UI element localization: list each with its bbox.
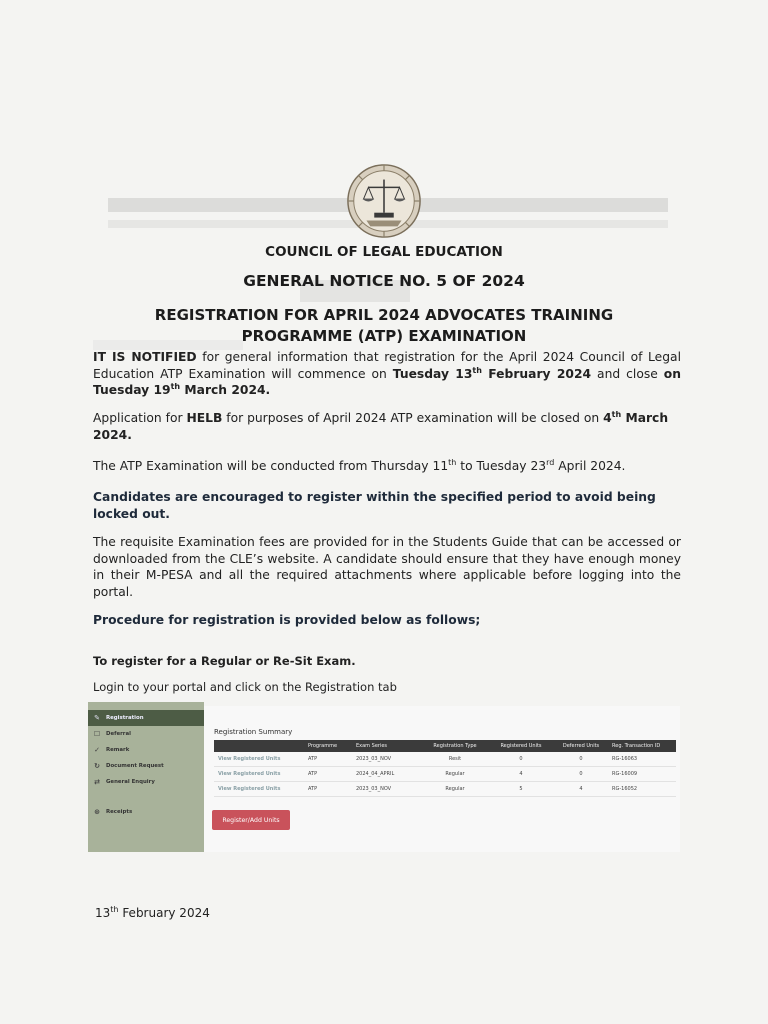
- sidebar-item-label: General Enquiry: [106, 779, 155, 785]
- table-cell: 2024_04_APRIL: [352, 767, 422, 782]
- register-add-units-button[interactable]: Register/Add Units: [212, 810, 290, 830]
- edit-icon: ✎: [94, 714, 100, 722]
- organization-name: COUNCIL OF LEGAL EDUCATION: [265, 244, 503, 260]
- procedure-heading: Procedure for registration is provided below as follows;: [93, 613, 481, 627]
- table-header-row: [214, 740, 676, 752]
- receipt-icon: ⊛: [94, 808, 100, 816]
- close-date: on Tuesday 19th March 2024.: [93, 366, 681, 397]
- sidebar-item-label: Remark: [106, 747, 130, 753]
- sidebar-item-label: Deferral: [106, 731, 131, 737]
- sidebar-item-label: Document Request: [106, 763, 164, 769]
- view-registered-units-link[interactable]: View Registered Units: [214, 782, 304, 797]
- helb-close-date: 4th March 2024.: [93, 409, 669, 442]
- column-header: Reg. Transaction ID: [608, 740, 676, 752]
- table-row: [214, 782, 676, 797]
- view-registered-units-link[interactable]: View Registered Units: [214, 767, 304, 782]
- notice-number: GENERAL NOTICE NO. 5 OF 2024: [243, 272, 525, 290]
- sidebar-item-label: Receipts: [106, 809, 133, 815]
- table-cell: ATP: [304, 767, 352, 782]
- sidebar-item-remark[interactable]: [88, 742, 204, 758]
- table-cell: 2023_03_NOV: [352, 752, 422, 767]
- sidebar-item-deferral[interactable]: [88, 726, 204, 742]
- chat-icon: ☐: [93, 730, 101, 738]
- table-cell: 0: [554, 767, 608, 782]
- column-header: [214, 740, 304, 752]
- paragraph-text: for general information that registration for the April 2024 Council of Legal Education ATP Examination will commence on: [93, 350, 681, 381]
- registration-summary-title: Registration Summary: [214, 728, 293, 736]
- notice-title: REGISTRATION FOR APRIL 2024 ADVOCATES TRAINING PROGRAMME (ATP) EXAMINATION: [154, 306, 614, 345]
- paragraph-text: and close: [591, 366, 664, 381]
- table-cell: RG-16052: [608, 782, 676, 797]
- swap-icon: ⇄: [94, 778, 100, 786]
- sidebar-item-receipts[interactable]: [88, 804, 204, 820]
- table-row: [214, 767, 676, 782]
- paragraph-encouragement: Candidates are encouraged to register within the specified period to avoid being locked out.: [93, 490, 656, 521]
- table-cell: ATP: [304, 782, 352, 797]
- table-cell: 0: [488, 752, 554, 767]
- table-cell: 4: [554, 782, 608, 797]
- table-cell: 0: [554, 752, 608, 767]
- column-header: Exam Series: [352, 740, 422, 752]
- sidebar-item-general-enquiry[interactable]: [88, 774, 204, 790]
- portal-screenshot: [88, 702, 680, 852]
- cle-crest-logo: [345, 162, 423, 240]
- paragraph-fees: The requisite Examination fees are provided for in the Students Guide that can be accessed or downloaded from the CLE’s website. A candidate should ensure that they have enough money in their M-PESA and all the required attachments where applicable before logging into the portal.: [93, 535, 681, 599]
- table-cell: Resit: [422, 752, 488, 767]
- table-cell: RG-16063: [608, 752, 676, 767]
- sidebar-item-label: Registration: [106, 715, 144, 721]
- start-date: Tuesday 13th February 2024: [392, 365, 592, 381]
- paragraph-exam-dates: The ATP Examination will be conducted from Thursday 11th to Tuesday 23rd April 2024.: [93, 457, 626, 473]
- table-cell: ATP: [304, 752, 352, 767]
- sidebar-item-registration[interactable]: [88, 710, 204, 726]
- column-header: Registration Type: [422, 740, 488, 752]
- regular-resit-heading: To register for a Regular or Re-Sit Exam.: [93, 654, 356, 668]
- login-instruction: Login to your portal and click on the Registration tab: [93, 680, 397, 694]
- column-header: Registered Units: [488, 740, 554, 752]
- helb-label: HELB: [186, 411, 223, 425]
- table-cell: 2023_03_NOV: [352, 782, 422, 797]
- view-registered-units-link[interactable]: View Registered Units: [214, 752, 304, 767]
- column-header: Deferred Units: [554, 740, 608, 752]
- table-cell: 5: [488, 782, 554, 797]
- table-cell: RG-16009: [608, 767, 676, 782]
- column-header: Programme: [304, 740, 352, 752]
- table-row: [214, 752, 676, 767]
- notice-date: 13th February 2024: [95, 905, 210, 920]
- check-icon: ✓: [94, 746, 100, 754]
- sidebar-item-document-request[interactable]: [88, 758, 204, 774]
- notified-lead: IT IS NOTIFIED: [93, 350, 197, 364]
- portal-sidebar: [88, 702, 204, 852]
- refresh-icon: ↻: [94, 762, 100, 770]
- paragraph-registration-dates: [93, 349, 681, 399]
- registration-summary-table: [214, 740, 676, 797]
- table-cell: Regular: [422, 767, 488, 782]
- table-cell: 4: [488, 767, 554, 782]
- table-cell: Regular: [422, 782, 488, 797]
- portal-main: [204, 706, 680, 852]
- paragraph-helb: Application for HELB for purposes of April 2024 ATP examination will be closed on 4th March 2024.: [93, 409, 669, 442]
